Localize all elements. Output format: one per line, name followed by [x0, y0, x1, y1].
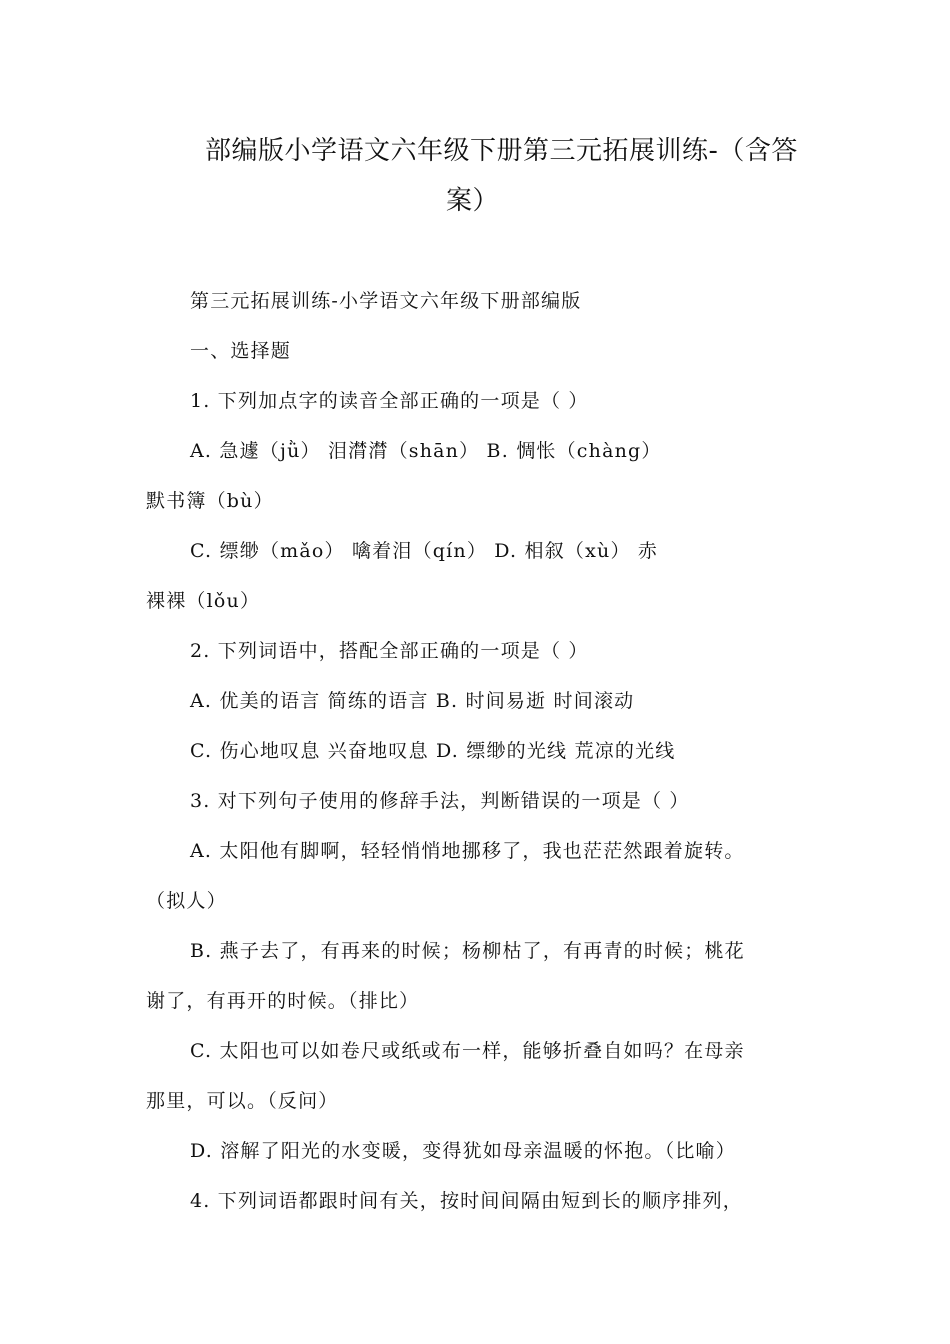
question-2-options-ab: A. 优美的语言 简练的语言 B. 时间易逝 时间滚动: [190, 690, 635, 712]
section-heading: 一、选择题: [190, 340, 292, 362]
question-3-option-a-cont: （拟人）: [146, 890, 227, 912]
question-2-options-cd: C. 伤心地叹息 兴奋地叹息 D. 缥缈的光线 荒凉的光线: [190, 740, 676, 762]
question-1-options-ab-cont: 默书簿（bù）: [146, 490, 274, 512]
question-4-stem: 4. 下列词语都跟时间有关，按时间间隔由短到长的顺序排列，: [190, 1190, 743, 1212]
question-3-stem: 3. 对下列句子使用的修辞手法，判断错误的一项是（ ）: [190, 790, 690, 812]
question-3-option-b: B. 燕子去了，有再来的时候；杨柳枯了，有再青的时候；桃花: [190, 940, 745, 962]
document-title-line-1: 部编版小学语文六年级下册第三元拓展训练-（含答: [205, 136, 798, 166]
question-3-option-c: C. 太阳也可以如卷尺或纸或布一样，能够折叠自如吗？在母亲: [190, 1040, 745, 1062]
question-1-options-cd: C. 缥缈（mǎo） 噙着泪（qín） D. 相叙（xù） 赤: [190, 540, 659, 562]
question-3-option-d: D. 溶解了阳光的水变暖，变得犹如母亲温暖的怀抱。（比喻）: [190, 1140, 736, 1162]
question-3-option-a: A. 太阳他有脚啊，轻轻悄悄地挪移了，我也茫茫然跟着旋转。: [190, 840, 745, 862]
question-1-stem: 1. 下列加点字的读音全部正确的一项是（ ）: [190, 390, 589, 412]
question-3-option-b-cont: 谢了，有再开的时候。（排比）: [146, 990, 420, 1012]
question-2-stem: 2. 下列词语中，搭配全部正确的一项是（ ）: [190, 640, 589, 662]
question-1-options-ab: A. 急遽（jǜ） 泪潸潸（shān） B. 惆怅（chàng）: [190, 440, 662, 462]
subtitle-line: 第三元拓展训练-小学语文六年级下册部编版: [190, 290, 582, 312]
question-3-option-c-cont: 那里，可以。（反问）: [146, 1090, 339, 1112]
question-1-options-cd-cont: 裸裸（lǒu）: [146, 590, 261, 612]
document-title-line-2: 案）: [446, 186, 500, 216]
